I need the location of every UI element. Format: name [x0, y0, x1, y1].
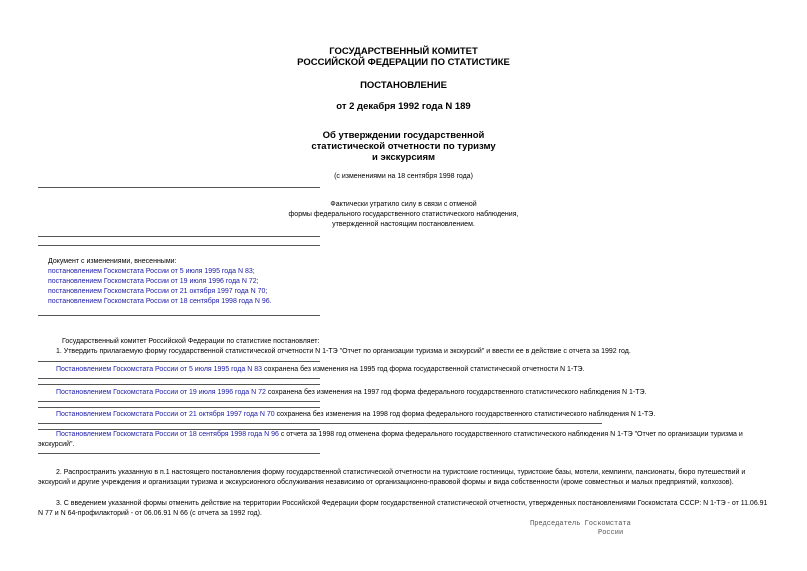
divider — [38, 423, 602, 424]
divider — [38, 187, 320, 188]
expired-note-line1: Фактически утратило силу в связи с отменой — [330, 201, 477, 208]
note-1998 — [38, 430, 770, 450]
divider — [38, 245, 320, 246]
amendment-note: (с изменениями на 18 сентября 1998 года) — [334, 173, 473, 180]
expired-note-line2: формы федерального государственного статистического наблюдения, — [288, 211, 519, 218]
note-text-1998: с отчета за 1998 год отменена форма федерального государственного статистического наблюдения N 1-ТЭ "Отчет по организации туризма и экскурсий". — [38, 431, 743, 448]
signature-country: России — [598, 529, 624, 537]
committee-name-line2: РОССИЙСКОЙ ФЕДЕРАЦИИ ПО СТАТИСТИКЕ — [297, 57, 510, 68]
amendment-link-1996[interactable]: постановлением Госкомстата России от 19 июля 1996 года N 72; — [48, 278, 259, 285]
note-text-1996: сохранена без изменения на 1997 год форма федерального государственного статистического наблюдения N 1-ТЭ. — [265, 389, 647, 396]
divider — [38, 453, 320, 454]
note-link-1996[interactable]: Постановлением Госкомстата России от 19 июля 1996 года N 72 — [56, 389, 266, 396]
divider — [38, 384, 320, 385]
committee-name-line1: ГОСУДАРСТВЕННЫЙ КОМИТЕТ — [329, 46, 478, 57]
note-link-1998[interactable]: Постановлением Госкомстата России от 18 сентября 1998 года N 96 — [56, 431, 279, 438]
divider — [38, 401, 320, 402]
changes-intro: Документ с изменениями, внесенными: — [48, 258, 177, 265]
document-title-line2: статистической отчетности по туризму — [311, 141, 496, 152]
divider — [38, 407, 320, 408]
divider — [38, 315, 320, 316]
divider — [38, 236, 320, 237]
note-text-1997: сохранена без изменения на 1998 год форма федерального государственного статистического наблюдения N 1-ТЭ. — [274, 411, 656, 418]
note-link-1997[interactable]: Постановлением Госкомстата России от 21 октября 1997 года N 70 — [56, 411, 275, 418]
item-2: 2. Распространить указанную в п.1 настоящего постановления форму государственной статистической отчетности на туристские гостиницы, туристские базы, мотели, кемпинги, пансионаты, бюро путешествий и экскурсий и другие учреждения и организации туризма и экскурсионного обслуживания независимо от организационно-правовой формы и вида собственности (кроме совместных и малых предприятий, колхозов). — [38, 469, 746, 486]
divider — [38, 361, 320, 362]
signature-title: Председатель Госкомстата — [530, 520, 631, 528]
note-text-1995: сохранена без изменения на 1995 год форма государственной статистической отчетности N 1-ТЭ. — [262, 366, 585, 373]
note-link-1995[interactable]: Постановлением Госкомстата России от 5 июля 1995 года N 83 — [56, 366, 262, 373]
item-3: 3. С введением указанной формы отменить действие на территории Российской Федерации форм государственной статистической отчетности, утвержденных постановлениями Госкомстата СССР: N 1-ТЭ - от 11.06.91 N 77 и N 64-профилакторий - от 06.06.91 N 66 (с отчета за 1992 год). — [38, 500, 768, 517]
amendment-link-1997[interactable]: постановлением Госкомстата России от 21 октября 1997 года N 70; — [48, 288, 268, 295]
amendment-link-1995[interactable]: постановлением Госкомстата России от 5 июля 1995 года N 83; — [48, 268, 255, 275]
expired-note-line3: утвержденной настоящим постановлением. — [332, 221, 475, 228]
document-title-line3: и экскурсиям — [371, 152, 436, 163]
item-1: 1. Утвердить прилагаемую форму государственной статистической отчетности N 1-ТЭ "Отчет по организации туризма и экскурсий" и ввести ее в действие с отчета за 1992 год. — [56, 348, 631, 355]
preamble: Государственный комитет Российской Федерации по статистике постановляет: — [62, 338, 320, 345]
document-date-number: от 2 декабря 1992 года N 189 — [336, 101, 471, 112]
note-1995 — [56, 365, 585, 375]
document-type: ПОСТАНОВЛЕНИЕ — [360, 80, 447, 91]
note-1997 — [56, 410, 655, 420]
amendment-link-1998[interactable]: постановлением Госкомстата России от 18 сентября 1998 года N 96. — [48, 298, 272, 305]
note-1996 — [56, 388, 647, 398]
divider — [38, 378, 320, 379]
document-title-line1: Об утверждении государственной — [322, 130, 485, 141]
